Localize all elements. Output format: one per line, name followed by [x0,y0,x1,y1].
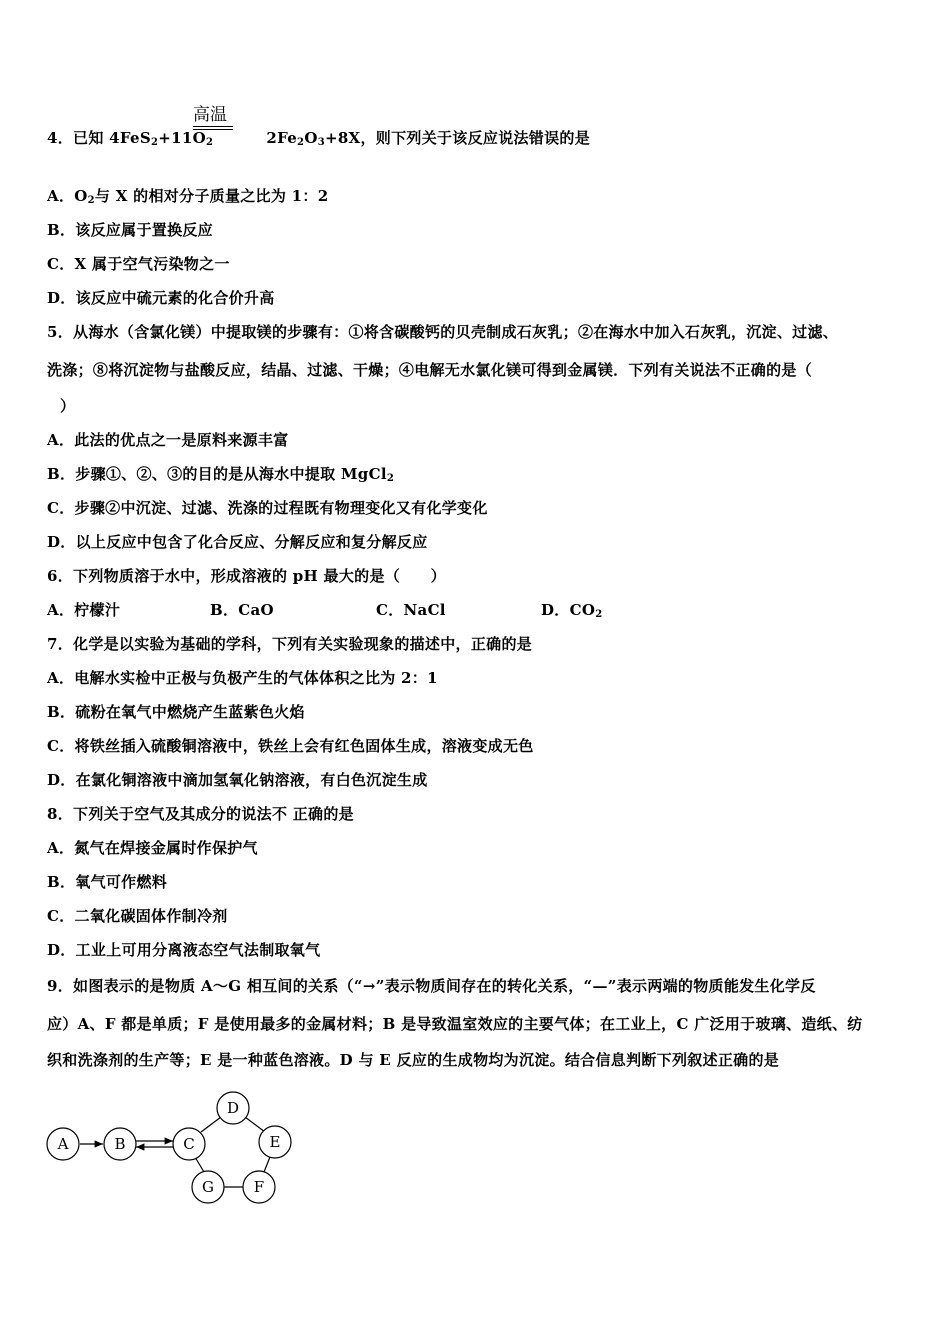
q4-option-a[interactable]: A．$O_2$与 X 的相对分子质量之比为 1：2 [47,187,329,206]
node-f-label: F [253,1178,265,1196]
reaction-condition: 高温 [193,105,227,125]
q7-option-c[interactable]: C．将铁丝插入硫酸铜溶液中，铁丝上会有红色固体生成，溶液变成无色 [47,737,534,755]
q5-option-d[interactable]: D．以上反应中包含了化合反应、分解反应和复分解反应 [47,533,428,551]
q7-option-a[interactable]: A．电解水实检中正极与负极产生的气体体积之比为 2：1 [47,669,438,687]
edge-c-d [201,1117,221,1132]
edge-g-c [195,1157,204,1172]
edge-d-e [245,1117,265,1132]
q8-option-d[interactable]: D．工业上可用分离液态空气法制取氧气 [47,941,321,959]
q5-option-a[interactable]: A．此法的优点之一是原料来源丰富 [47,431,289,449]
node-c-label: C [183,1135,195,1153]
node-a-label: A [57,1135,69,1153]
node-e-label: E [269,1133,281,1151]
q4-stem: 4．已知 $4FeS_2+11O_2$ $2Fe_2O_3+8X$，则下列关于该反应说法错误的是 [47,129,590,148]
q6-option-d[interactable]: D．$CO_2$ [541,601,603,620]
q9-stem-line3: 织和洗涤剂的生产等；E 是一种蓝色溶液。D 与 E 反应的生成物均为沉淀。结合信息判断下列叙述正确的是 [47,1051,780,1069]
q7-stem: 7．化学是以实验为基础的学科，下列有关实验现象的描述中，正确的是 [47,635,533,653]
q4-option-b[interactable]: B．该反应属于置换反应 [47,221,213,239]
q6-option-a[interactable]: A．柠檬汁 [47,601,121,619]
q7-option-b[interactable]: B．硫粉在氧气中燃烧产生蓝紫色火焰 [47,703,305,721]
q5-stem-line3: ） [60,397,76,415]
q5-stem-line2: 洗涤；⑧将沉淀物与盐酸反应，结晶、过滤、干燥；④电解无水氯化镁可得到金属镁．下列有关说法不正确的是（ [47,361,813,379]
edge-e-f [264,1157,270,1172]
q8-option-c[interactable]: C．二氧化碳固体作制冷剂 [47,907,228,925]
node-g-label: G [202,1178,214,1196]
q7-option-d[interactable]: D．在氯化铜溶液中滴加氢氧化钠溶液，有白色沉淀生成 [47,771,428,789]
q6-option-b[interactable]: B．CaO [210,601,274,619]
q5-stem-line1: 5．从海水（含氯化镁）中提取镁的步骤有：①将含碳酸钙的贝壳制成石灰乳；②在海水中加入石灰乳，沉淀、过滤、 [47,323,839,341]
node-b-label: B [114,1135,126,1153]
q6-option-c[interactable]: C．NaCl [376,601,446,619]
q8-stem: 8．下列关于空气及其成分的说法不 正确的是 [47,805,354,823]
q5-option-b[interactable]: B．步骤①、②、③的目的是从海水中提取 MgCl$_2$ [47,465,395,484]
q8-option-b[interactable]: B．氧气可作燃料 [47,873,168,891]
q5-option-c[interactable]: C．步骤②中沉淀、过滤、洗涤的过程既有物理变化又有化学变化 [47,499,488,517]
relationship-diagram [40,1090,310,1215]
q8-option-a[interactable]: A．氮气在焊接金属时作保护气 [47,839,258,857]
q9-stem-line1: 9．如图表示的是物质 A～G 相互间的关系（“→”表示物质间存在的转化关系，“—”表示两端的物质能发生化学反 [47,977,816,995]
q9-stem-line2: 应）A、F 都是单质；F 是使用最多的金属材料；B 是导致温室效应的主要气体；在工业上，C 广泛用于玻璃、造纸、纺 [47,1015,863,1033]
q4-option-d[interactable]: D．该反应中硫元素的化合价升高 [47,289,275,307]
reaction-equals-bar-top [193,126,233,127]
node-d-label: D [226,1099,240,1117]
q6-stem: 6．下列物质溶于水中，形成溶液的 pH 最大的是（ ） [47,567,446,585]
q4-option-c[interactable]: C．X 属于空气污染物之一 [47,255,230,273]
